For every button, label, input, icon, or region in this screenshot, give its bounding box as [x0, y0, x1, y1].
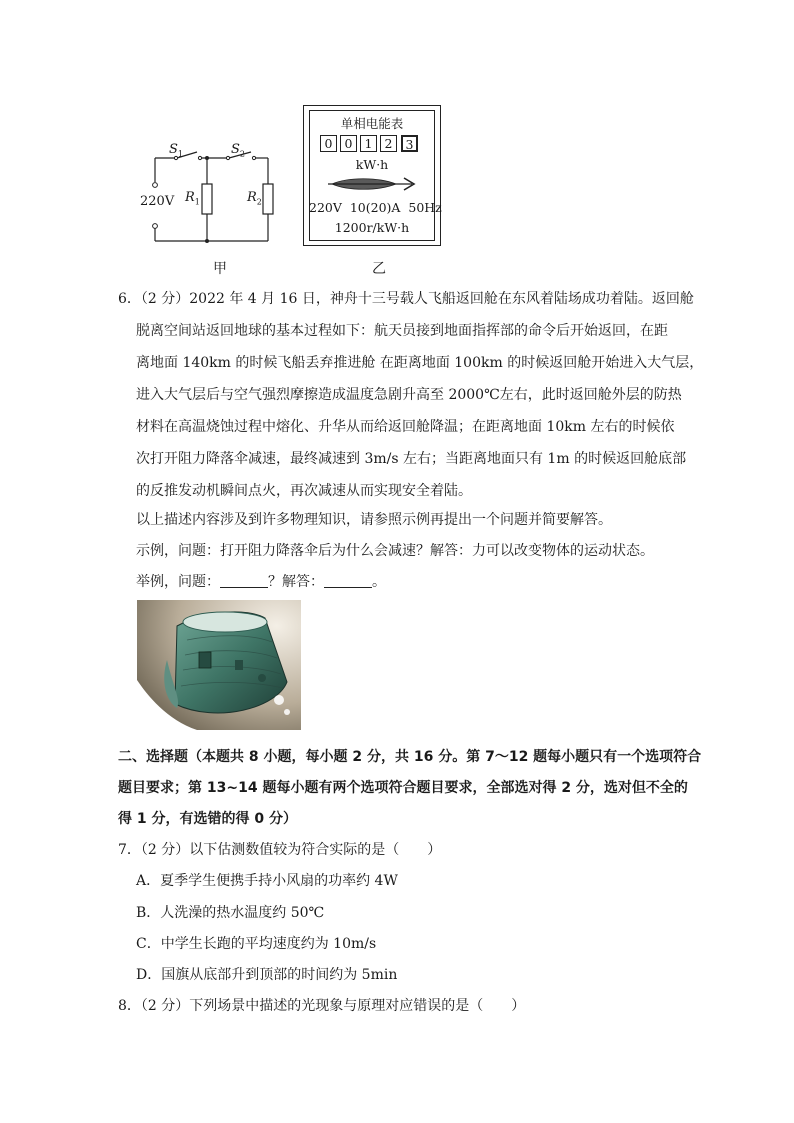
- energy-meter-spec: 220V 10(20)A 50Hz: [309, 200, 442, 215]
- q8-stem: 8．（2 分）下列场景中描述的光现象与原理对应错误的是（ ）: [118, 998, 526, 1014]
- section2-heading-line-3: 得 1 分，有选错的得 0 分）: [118, 811, 297, 827]
- switch-s2-label: $S_2$: [231, 142, 245, 159]
- voltage-label: 220V: [140, 194, 175, 209]
- q7-option-c[interactable]: C．中学生长跑的平均速度约为 10m/s: [136, 936, 377, 952]
- energy-meter-unit: kW·h: [355, 157, 389, 172]
- resistor-r1-label: $R_1$: [185, 190, 200, 207]
- return-capsule-photo: [137, 600, 301, 730]
- q7-option-a[interactable]: A．夏季学生便携手持小风扇的功率约 4W: [136, 873, 398, 889]
- q7-option-d[interactable]: D．国旗从底部升到顶部的时间约为 5min: [136, 967, 398, 983]
- section2-heading-line-1: 二、选择题（本题共 8 小题，每小题 2 分，共 16 分。第 7～12 题每小题只有一个选项符合: [118, 749, 702, 765]
- meter-digit: 1: [360, 135, 377, 152]
- resistor-r2-label: $R_2$: [247, 190, 262, 207]
- meter-digit: 0: [320, 135, 337, 152]
- section2-heading-line-2: 题目要求；第 13~14 题每小题有两个选项符合题目要求，全部选对得 2 分，选对但不全的: [118, 780, 688, 796]
- q7-stem: 7．（2 分）以下估测数值较为符合实际的是（ ）: [118, 842, 442, 858]
- q6-line-4: 进入大气层后与空气强烈摩擦造成温度急剧升高至 2000℃左右，此时返回舱外层的防热: [136, 387, 682, 403]
- meter-disc-arrow-icon: [326, 174, 418, 194]
- energy-meter-rate: 1200r/kW·h: [334, 220, 410, 235]
- meter-digit: 0: [340, 135, 357, 152]
- q7-option-b[interactable]: B．人洗澡的热水温度约 50℃: [136, 905, 325, 921]
- q6-line-7: 的反推发动机瞬间点火，再次减速从而实现安全着陆。: [136, 483, 472, 499]
- q6-line-5: 材料在高温烧蚀过程中熔化、升华从而给返回舱降温；在距离地面 10km 左右的时候依: [136, 419, 675, 435]
- figure-caption-jia: 甲: [213, 261, 227, 277]
- q6-line-3: 离地面 140km 的时候飞船丢弃推进舱 在距离地面 100km 的时候返回舱开始进入大气层，: [136, 355, 704, 371]
- switch-s1-label: $S_1$: [169, 142, 183, 159]
- answer-blank[interactable]: [324, 573, 372, 588]
- q6-line-1: 6．（2 分）2022 年 4 月 16 日，神舟十三号载人飞船返回舱在东风着陆场成功着陆。返回舱: [118, 291, 694, 307]
- q6-example: 示例，问题：打开阻力降落伞后为什么会减速？解答：力可以改变物体的运动状态。: [136, 543, 654, 559]
- meter-digit-decimal: 3: [401, 135, 418, 152]
- q6-line-6: 次打开阻力降落伞减速，最终减速到 3m/s 左右；当距离地面只有 1m 的时候返回舱底部: [136, 451, 687, 467]
- q6-line-2: 脱离空间站返回地球的基本过程如下：航天员接到地面指挥部的命令后开始返回，在距: [136, 323, 668, 339]
- question-blank[interactable]: [220, 573, 268, 588]
- q6-answer-line: 举例，问题： ？解答： 。: [136, 574, 386, 590]
- q6-instruction: 以上描述内容涉及到许多物理知识，请参照示例再提出一个问题并简要解答。: [136, 512, 612, 528]
- figure-caption-yi: 乙: [372, 261, 386, 277]
- energy-meter-title: 单相电能表: [340, 116, 404, 131]
- meter-digit: 2: [380, 135, 397, 152]
